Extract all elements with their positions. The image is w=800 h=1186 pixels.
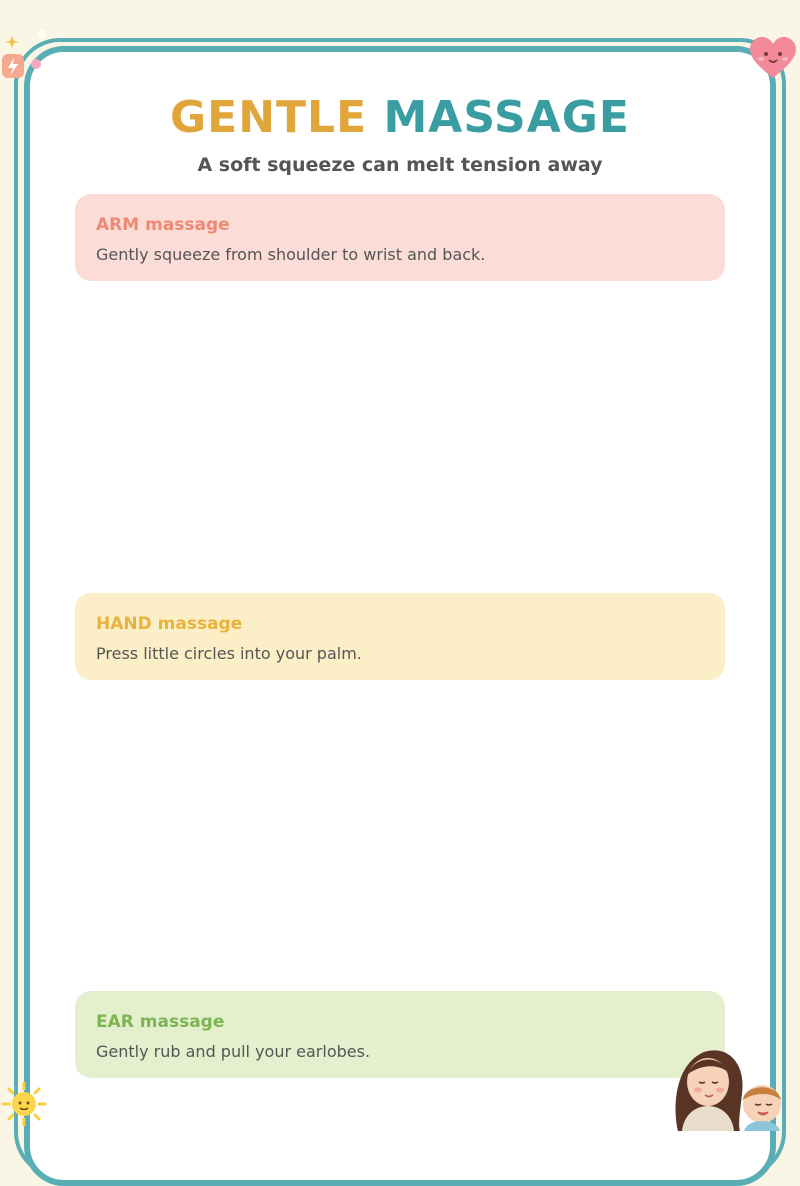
mother-child-illustration xyxy=(668,1044,788,1131)
title-word-massage: MASSAGE xyxy=(383,92,630,143)
lightning-sticker-icon xyxy=(0,52,46,82)
page-subtitle: A soft squeeze can melt tension away xyxy=(197,154,603,176)
card-title: HAND massage xyxy=(96,614,243,634)
card-title: ARM massage xyxy=(96,215,230,235)
card-text: Press little circles into your palm. xyxy=(96,644,362,663)
heart-icon xyxy=(748,36,798,80)
title-word-gentle: GENTLE xyxy=(170,92,368,143)
sun-icon xyxy=(0,1080,48,1128)
page-title xyxy=(0,88,800,148)
arm-massage-card xyxy=(75,194,725,281)
hand-massage-card xyxy=(75,593,725,680)
card-title: EAR massage xyxy=(96,1012,225,1032)
card-text: Gently squeeze from shoulder to wrist and back. xyxy=(96,245,486,264)
card-text: Gently rub and pull your earlobes. xyxy=(96,1042,371,1061)
ear-massage-card xyxy=(75,991,725,1078)
